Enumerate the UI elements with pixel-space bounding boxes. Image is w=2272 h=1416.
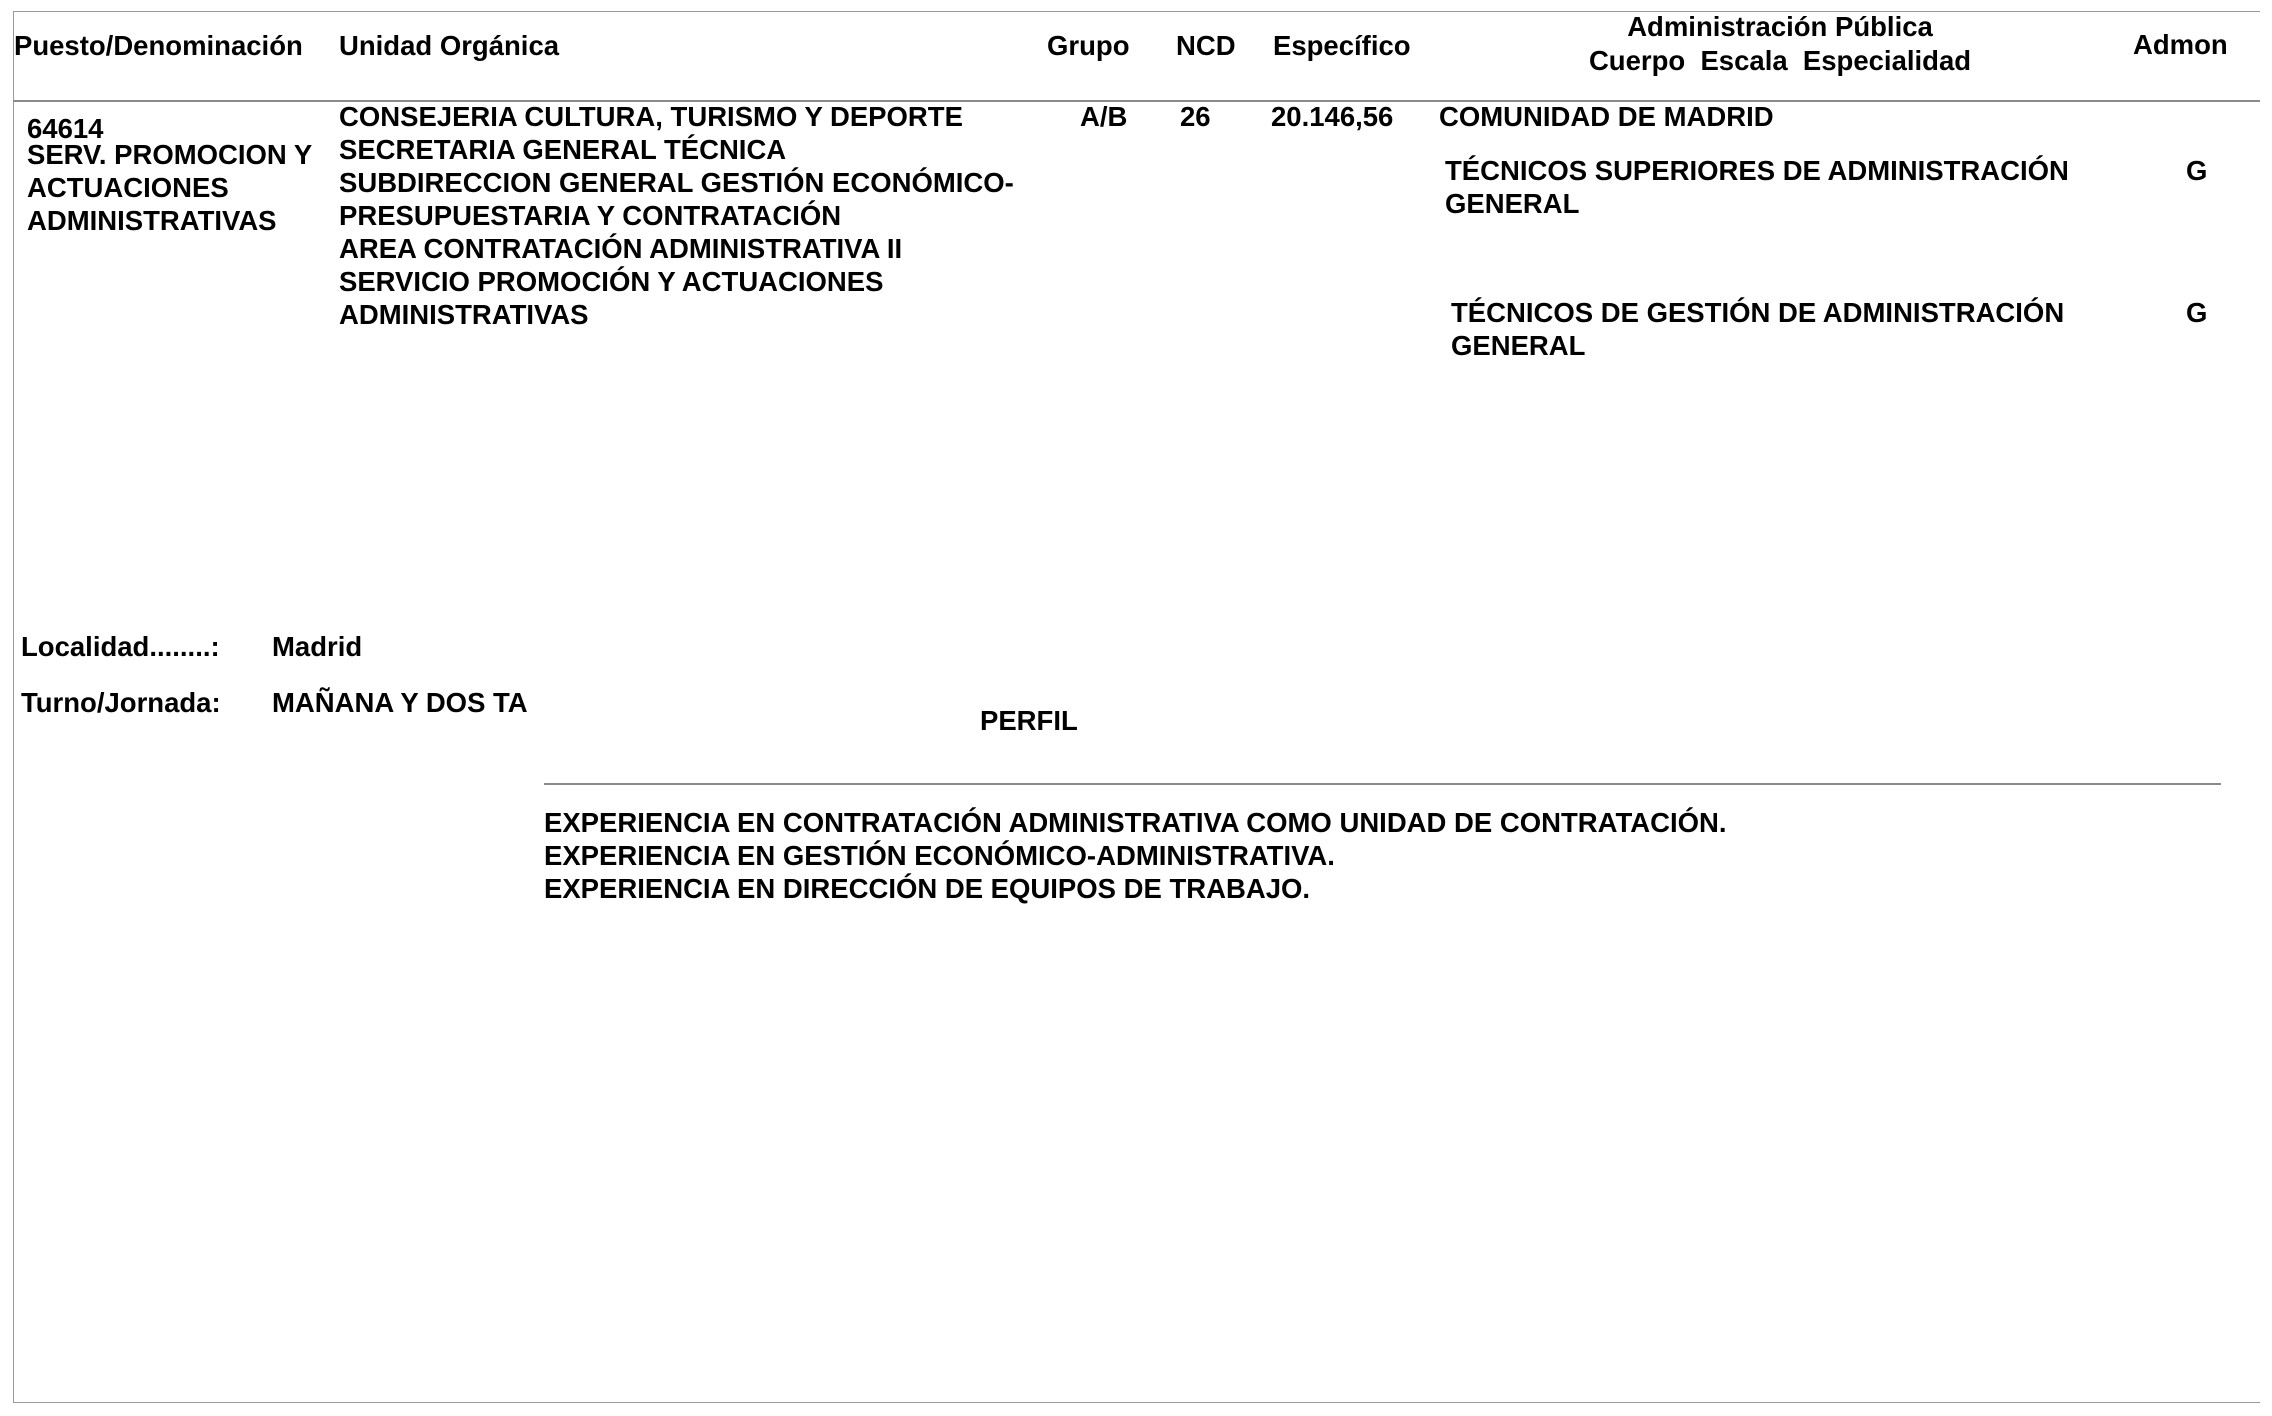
perfil-divider bbox=[544, 783, 2221, 785]
cuerpo-line: GENERAL bbox=[1451, 330, 1586, 361]
cuerpo-entry bbox=[1451, 296, 2064, 362]
unidad-organica-block bbox=[339, 100, 1014, 331]
header-cuerpo-escala-especialidad: Cuerpo Escala Especialidad bbox=[1588, 45, 1972, 76]
unidad-organica-line: PRESUPUESTARIA Y CONTRATACIÓN bbox=[339, 200, 842, 231]
grupo-value: A/B bbox=[1080, 101, 1128, 132]
administracion-value: COMUNIDAD DE MADRID bbox=[1439, 101, 1774, 132]
header-administracion-publica: Administración Pública bbox=[1627, 11, 1933, 42]
unidad-organica-line: ADMINISTRATIVAS bbox=[339, 299, 589, 330]
header-ncd: NCD bbox=[1176, 30, 1236, 61]
ncd-value: 26 bbox=[1180, 101, 1211, 132]
header-unidad-organica: Unidad Orgánica bbox=[339, 30, 560, 61]
denominacion-line: SERV. PROMOCION Y bbox=[27, 139, 313, 170]
puesto-denominacion bbox=[27, 138, 312, 237]
denominacion-line: ACTUACIONES bbox=[27, 172, 229, 203]
unidad-organica-line: SERVICIO PROMOCIÓN Y ACTUACIONES bbox=[339, 266, 884, 297]
turno-value: MAÑANA Y DOS TA bbox=[272, 687, 528, 718]
cuerpo-line: GENERAL bbox=[1445, 188, 1580, 219]
perfil-item: EXPERIENCIA EN GESTIÓN ECONÓMICO-ADMINISTRATIVA. bbox=[544, 840, 1335, 871]
unidad-organica-line: AREA CONTRATACIÓN ADMINISTRATIVA II bbox=[339, 233, 903, 264]
localidad-label: Localidad........: bbox=[21, 631, 220, 662]
perfil-list bbox=[544, 806, 1726, 905]
denominacion-line: ADMINISTRATIVAS bbox=[27, 205, 277, 236]
cuerpo-entry bbox=[1445, 154, 2069, 220]
unidad-organica-line: SUBDIRECCION GENERAL GESTIÓN ECONÓMICO- bbox=[339, 167, 1014, 198]
perfil-title: PERFIL bbox=[980, 705, 1078, 736]
unidad-organica-line: CONSEJERIA CULTURA, TURISMO Y DEPORTE bbox=[339, 101, 963, 132]
unidad-organica-line: SECRETARIA GENERAL TÉCNICA bbox=[339, 134, 787, 165]
perfil-item: EXPERIENCIA EN CONTRATACIÓN ADMINISTRATIVA COMO UNIDAD DE CONTRATACIÓN. bbox=[544, 807, 1727, 838]
cuerpo-admon: G bbox=[2186, 155, 2208, 186]
header-puesto-denominacion: Puesto/Denominación bbox=[14, 30, 303, 61]
cuerpo-line: TÉCNICOS SUPERIORES DE ADMINISTRACIÓN bbox=[1445, 155, 2069, 186]
especifico-value: 20.146,56 bbox=[1271, 101, 1394, 132]
header-grupo: Grupo bbox=[1047, 30, 1130, 61]
cuerpo-line: TÉCNICOS DE GESTIÓN DE ADMINISTRACIÓN bbox=[1451, 297, 2065, 328]
header-especifico: Específico bbox=[1273, 30, 1411, 61]
cuerpo-admon: G bbox=[2186, 297, 2208, 328]
puesto-codigo: 64614 bbox=[27, 113, 104, 144]
turno-label: Turno/Jornada: bbox=[21, 687, 221, 718]
header-admon: Admon bbox=[2133, 29, 2228, 60]
perfil-item: EXPERIENCIA EN DIRECCIÓN DE EQUIPOS DE TRABAJO. bbox=[544, 873, 1311, 904]
localidad-value: Madrid bbox=[272, 631, 363, 662]
